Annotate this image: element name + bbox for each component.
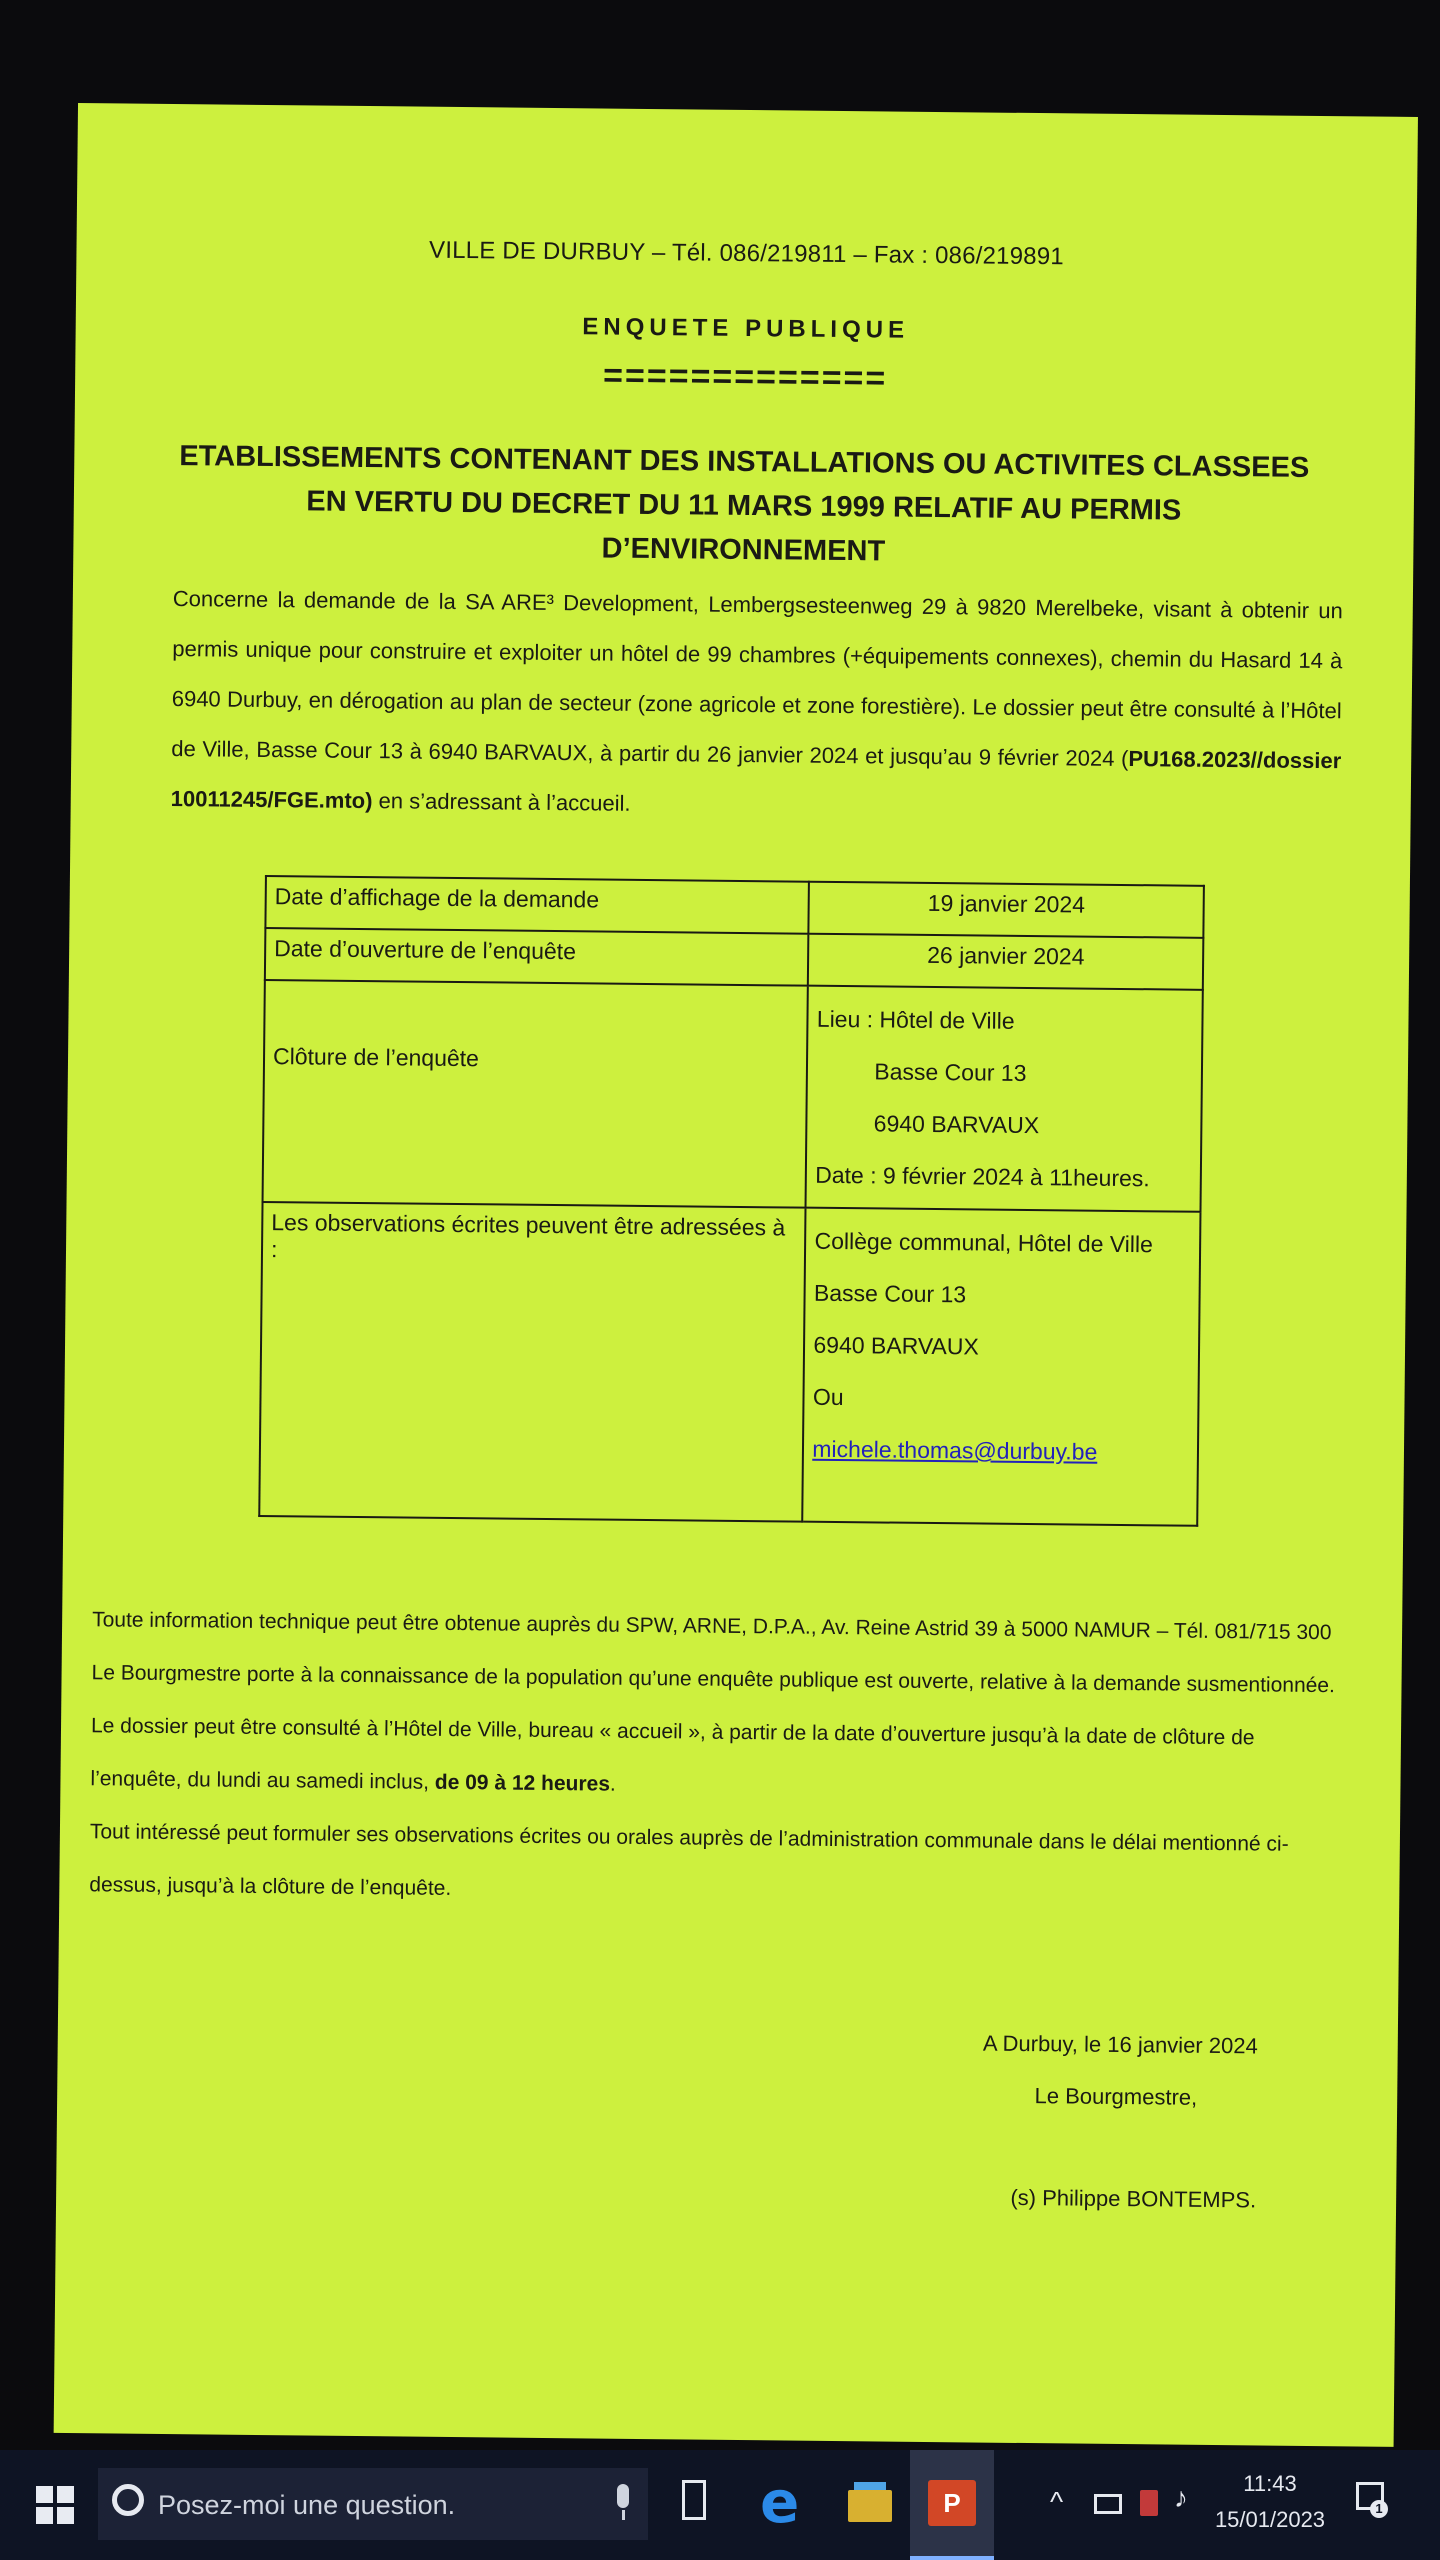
info-table	[258, 875, 1205, 1527]
table-cell-label: Date d’ouverture de l’enquête	[265, 928, 809, 986]
technical-info-paragraph: Toute information technique peut être obtenue auprès du SPW, ARNE, D.P.A., Av. Reine Astrid 39 à 5000 NAMUR – Tél. 081/715 300	[92, 1608, 1332, 1645]
intro-text-end: en s’adressant à l’accueil.	[372, 788, 631, 816]
signature-place-date: A Durbuy, le 16 janvier 2024	[982, 2030, 1258, 2059]
observations-paragraph: Tout intéressé peut formuler ses observations écrites ou orales auprès de l’administration communale dans le délai mentionné ci-dessus, jusqu’à la clôture de l’enquête.	[89, 1820, 1289, 1900]
battery-icon[interactable]	[1140, 2490, 1158, 2516]
table-cell-value	[803, 1208, 1201, 1526]
table-row	[259, 1202, 1200, 1526]
closure-city: 6940 BARVAUX	[873, 1110, 1040, 1139]
signature-name: (s) Philippe BONTEMPS.	[1010, 2184, 1257, 2213]
taskbar	[0, 2450, 1440, 2560]
table-cell-value: 19 janvier 2024	[809, 882, 1204, 938]
cortana-icon	[112, 2484, 144, 2516]
signature-role: Le Bourgmestre,	[1034, 2083, 1198, 2110]
consultation-paragraph	[90, 1699, 1341, 1818]
dossier-reference: PU168.2023//dossier 10011245/FGE.mto)	[170, 746, 1342, 814]
clock-time: 11:43	[1243, 2471, 1297, 2496]
address-or: Ou	[812, 1383, 844, 1411]
address-street: Basse Cour 13	[813, 1279, 967, 1308]
consultation-text-end: .	[609, 1772, 616, 1796]
notification-icon[interactable]	[1356, 2482, 1386, 2518]
closure-street: Basse Cour 13	[874, 1058, 1027, 1086]
file-explorer-icon[interactable]	[848, 2482, 892, 2522]
powerpoint-taskbar-button[interactable]	[910, 2450, 994, 2560]
search-placeholder: Posez-moi une question.	[158, 2490, 456, 2520]
address-city: 6940 BARVAUX	[813, 1331, 979, 1360]
chevron-up-icon[interactable]: ^	[1050, 2486, 1064, 2517]
volume-icon[interactable]: ♪	[1174, 2482, 1188, 2513]
email-link[interactable]: michele.thomas@durbuy.be	[812, 1435, 1098, 1465]
table-row	[263, 980, 1203, 1212]
table-cell-value: 26 janvier 2024	[808, 934, 1203, 990]
task-view-icon[interactable]	[676, 2480, 712, 2520]
cortana-search-box[interactable]	[98, 2468, 648, 2540]
table-cell-value	[806, 986, 1203, 1212]
edge-icon[interactable]: e	[760, 2468, 800, 2536]
clock-date: 15/01/2023	[1214, 2507, 1326, 2532]
document-header: VILLE DE DURBUY – Tél. 086/219811 – Fax : 086/219891	[428, 236, 1065, 271]
title-separator: =============	[602, 356, 888, 398]
intro-text: Concerne la demande de la SA ARE³ Development, Lembergsesteenweg 29 à 9820 Merelbeke, visant à obtenir un permis unique pour construire et exploiter un hôtel de 99 chambres (+équipements connexes), chemin du Hasard 14 à 6940 Durbuy, en dérogation au plan de secteur (zone agricole et zone forestière). Le dossier peut être consulté à l’Hôtel de Ville, Basse Cour 13 à 6940 BARVAUX, à partir du 26 janvier 2024 et jusqu’au 9 février 2024 (	[171, 586, 1343, 772]
windows-start-icon[interactable]	[36, 2486, 74, 2524]
table-cell-label: Clôture de l’enquête	[263, 980, 809, 1208]
network-icon[interactable]	[1094, 2494, 1122, 2514]
signature-block	[981, 2018, 1258, 2227]
table-cell-label: Les observations écrites peuvent être adressées à :	[259, 1202, 806, 1522]
powerpoint-icon: P	[928, 2480, 976, 2526]
taskbar-clock[interactable]	[1210, 2466, 1330, 2538]
document-page	[54, 103, 1418, 2447]
announcement-paragraph: Le Bourgmestre porte à la connaissance de la population qu’une enquête publique est ouverte, relative à la demande susmentionnée.	[91, 1661, 1336, 1698]
closure-date: Date : 9 février 2024 à 11heures.	[815, 1161, 1150, 1192]
table-cell-label: Date d’affichage de la demande	[265, 876, 809, 934]
closure-place: Lieu : Hôtel de Ville	[816, 1005, 1015, 1034]
closing-text	[89, 1593, 1342, 1924]
address-college: Collège communal, Hôtel de Ville	[814, 1227, 1154, 1258]
opening-hours: de 09 à 12 heures	[434, 1770, 611, 1796]
notification-count: 1	[1370, 2500, 1388, 2518]
document-subject: ETABLISSEMENTS CONTENANT DES INSTALLATIONS OU ACTIVITES CLASSEES EN VERTU DU DECRET DU 11 MARS 1999 RELATIF AU PERMIS D’ENVIRONNEMENT	[179, 440, 1310, 568]
document-title: ENQUETE PUBLIQUE	[582, 313, 910, 344]
microphone-icon[interactable]	[614, 2484, 632, 2522]
consultation-text: Le dossier peut être consulté à l’Hôtel de Ville, bureau « accueil », à partir de la date d’ouverture jusqu’à la date de clôture de l’enquête, du lundi au samedi inclus,	[90, 1714, 1255, 1794]
intro-paragraph	[170, 574, 1343, 836]
